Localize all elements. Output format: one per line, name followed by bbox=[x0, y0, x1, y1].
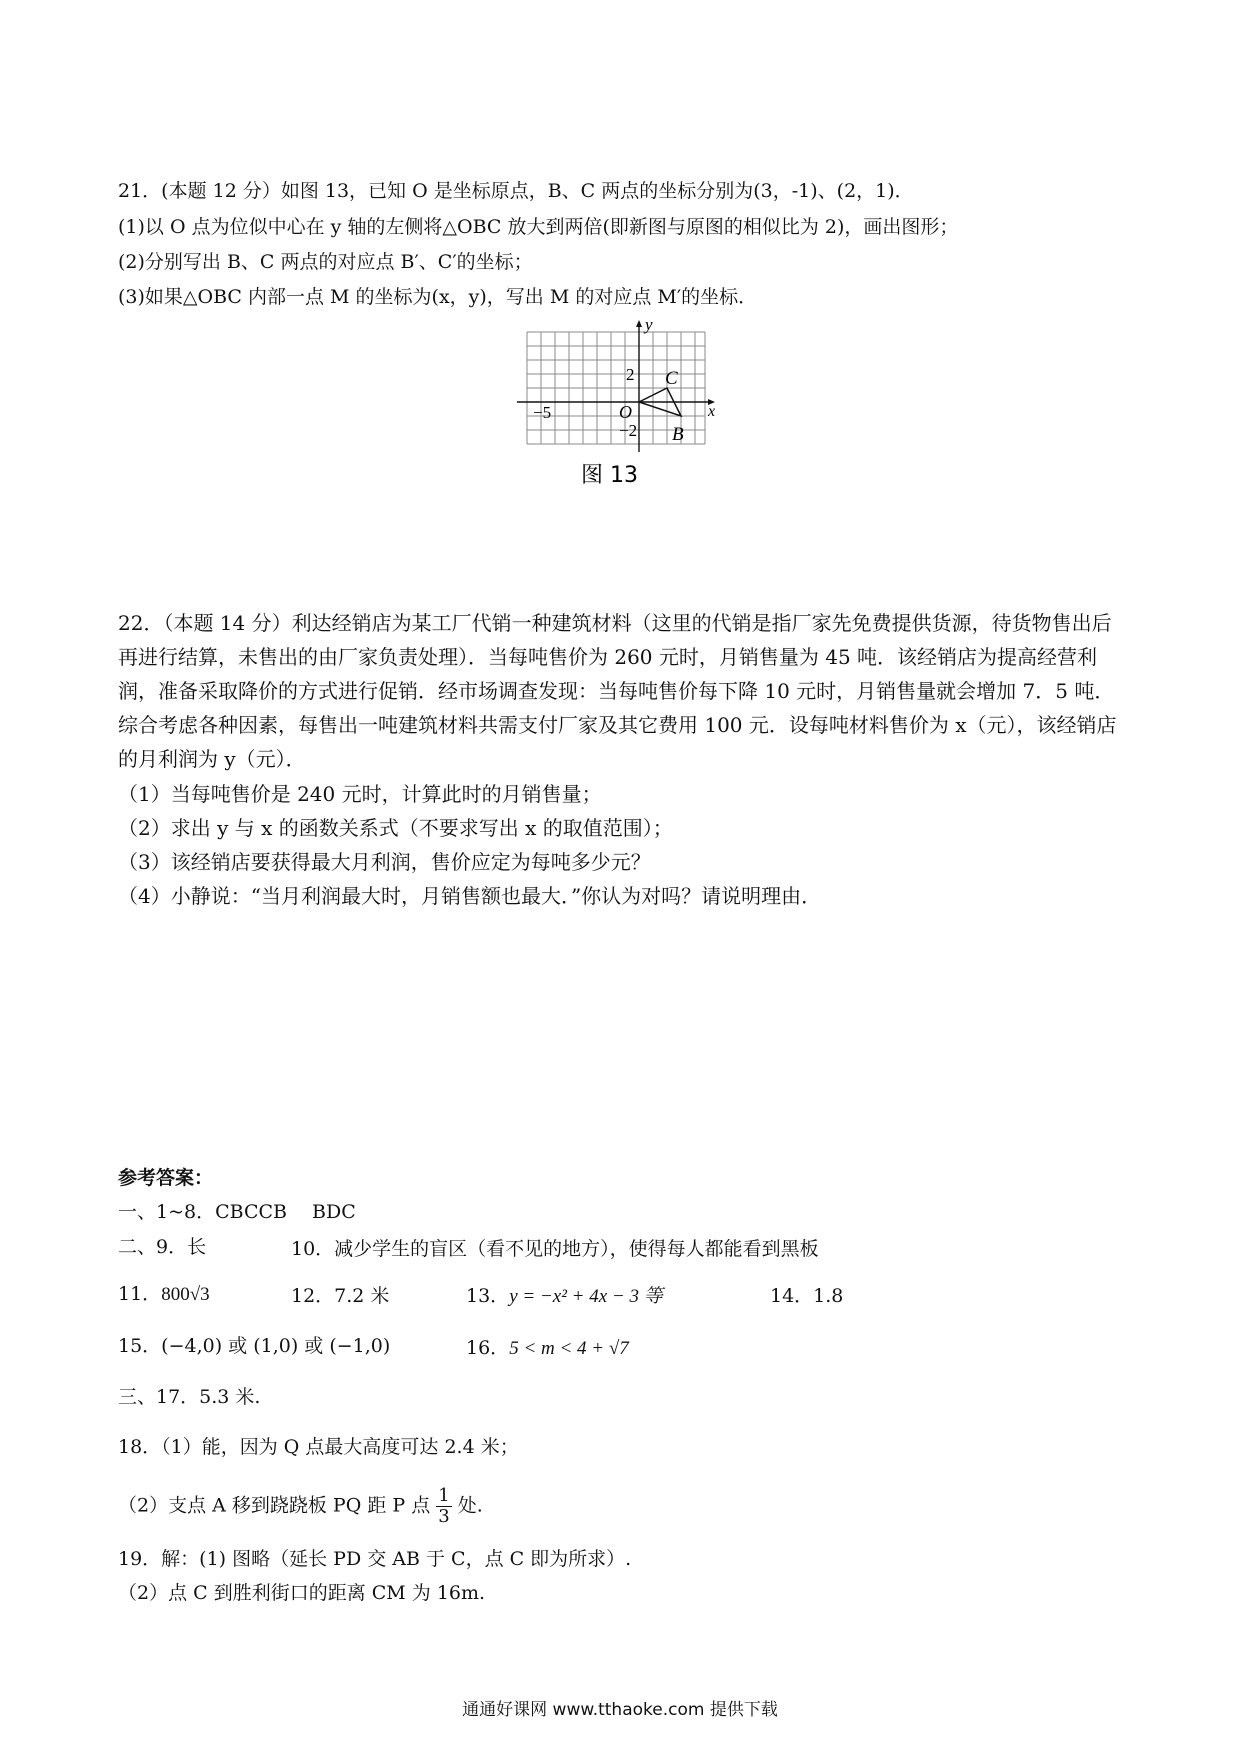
point-c-label: C bbox=[665, 368, 678, 389]
answer-16-value: 5 < m < 4 + √7 bbox=[509, 1338, 629, 1359]
answer-19-part2: （2）点 C 到胜利街口的距离 CM 为 16m. bbox=[118, 1582, 486, 1604]
answer-18-part2-text: （2）支点 A 移到跷跷板 PQ 距 P 点 bbox=[118, 1494, 431, 1517]
answer-1-8: 一、1~8．CBCCB BDC bbox=[118, 1201, 356, 1223]
answer-16 bbox=[466, 1333, 629, 1360]
answer-13 bbox=[466, 1281, 663, 1308]
tick-label-2: 2 bbox=[626, 365, 635, 384]
answers-heading: 参考答案： bbox=[118, 1167, 214, 1189]
fraction-one-third bbox=[436, 1486, 451, 1527]
point-b-label: B bbox=[672, 424, 684, 445]
answer-17: 三、17．5.3 米. bbox=[118, 1386, 261, 1408]
figure-13-coordinate-grid bbox=[515, 318, 725, 490]
axes bbox=[517, 320, 715, 452]
y-axis-label: y bbox=[645, 318, 653, 334]
tick-label-neg-5: −5 bbox=[533, 403, 552, 422]
answer-18-part2-suffix: 处. bbox=[457, 1494, 483, 1517]
q22-part2: （2）求出 y 与 x 的函数关系式（不要求写出 x 的取值范围）； bbox=[118, 816, 673, 840]
answer-11 bbox=[118, 1281, 210, 1308]
page-footer: 通通好课网 www.tthaoke.com 提供下载 bbox=[462, 1700, 778, 1720]
answer-18-part1: 18．（1）能，因为 Q 点最大高度可达 2.4 米； bbox=[118, 1436, 519, 1458]
answer-9: 二、9．长 bbox=[118, 1236, 207, 1258]
tick-label-neg-2: −2 bbox=[619, 421, 638, 440]
answer-12: 12．7.2 米 bbox=[291, 1285, 390, 1307]
fraction-denominator: 3 bbox=[438, 1506, 450, 1527]
answer-15: 15．(−4,0) 或 (1,0) 或 (−1,0) bbox=[118, 1335, 391, 1357]
figure-caption: 图 13 bbox=[581, 463, 638, 488]
answer-11-number: 11． bbox=[118, 1283, 162, 1305]
q22-stem: 22．（本题 14 分）利达经销店为某工厂代销一种建筑材料（这里的代销是指厂家先免费提供货源，待货物售出后再进行结算，未售出的由厂家负责处理）．当每吨售价为 260 元时，月销售量为 45 吨．该经销店为提高经营利润，准备采取降价的方式进行促销．经市场调查发现：当每吨售价每下降 10 元时，月销售量就会增加 7．5 吨．综合考虑各种因素，每售出一吨建筑材料共需支付厂家及其它费用 100 元．设每吨材料售价为 x（元），该经销店的月利润为 y（元）． bbox=[118, 611, 1117, 771]
fraction-numerator: 1 bbox=[438, 1485, 450, 1506]
answer-19-part1: 19．解：(1) 图略（延长 PD 交 AB 于 C，点 C 即为所求）. bbox=[118, 1548, 632, 1570]
origin-label: O bbox=[619, 402, 632, 422]
answer-13-number: 13． bbox=[466, 1285, 510, 1307]
q21-part3: (3)如果△OBC 内部一点 M 的坐标为(x，y)，写出 M 的对应点 M′的坐标． bbox=[118, 286, 758, 308]
answer-11-value: 800√3 bbox=[161, 1284, 210, 1305]
x-axis-label: x bbox=[708, 403, 716, 420]
q22-part1: （1）当每吨售价是 240 元时，计算此时的月销售量； bbox=[118, 782, 602, 806]
answer-16-number: 16． bbox=[466, 1337, 510, 1359]
q22-part4: （4）小静说：“当月利润最大时，月销售额也最大．”你认为对吗？请说明理由． bbox=[118, 884, 822, 908]
q21-part2: (2)分别写出 B、C 两点的对应点 B′、C′的坐标； bbox=[118, 251, 533, 273]
q21-part1: (1)以 O 点为位似中心在 y 轴的左侧将△OBC 放大到两倍(即新图与原图的相似比为 2)，画出图形； bbox=[118, 216, 959, 238]
answer-10: 10．减少学生的盲区（看不见的地方），使得每人都能看到黑板 bbox=[291, 1238, 819, 1260]
answer-14: 14．1.8 bbox=[770, 1285, 844, 1307]
answer-18-part2 bbox=[118, 1486, 483, 1527]
answer-13-value: y = −x² + 4x − 3 等 bbox=[509, 1286, 663, 1307]
q21-stem: 21．(本题 12 分）如图 13，已知 O 是坐标原点，B、C 两点的坐标分别为(3，-1)、(2，1)． bbox=[118, 180, 914, 202]
q22-part3: （3）该经销店要获得最大月利润，售价应定为每吨多少元？ bbox=[118, 850, 651, 874]
